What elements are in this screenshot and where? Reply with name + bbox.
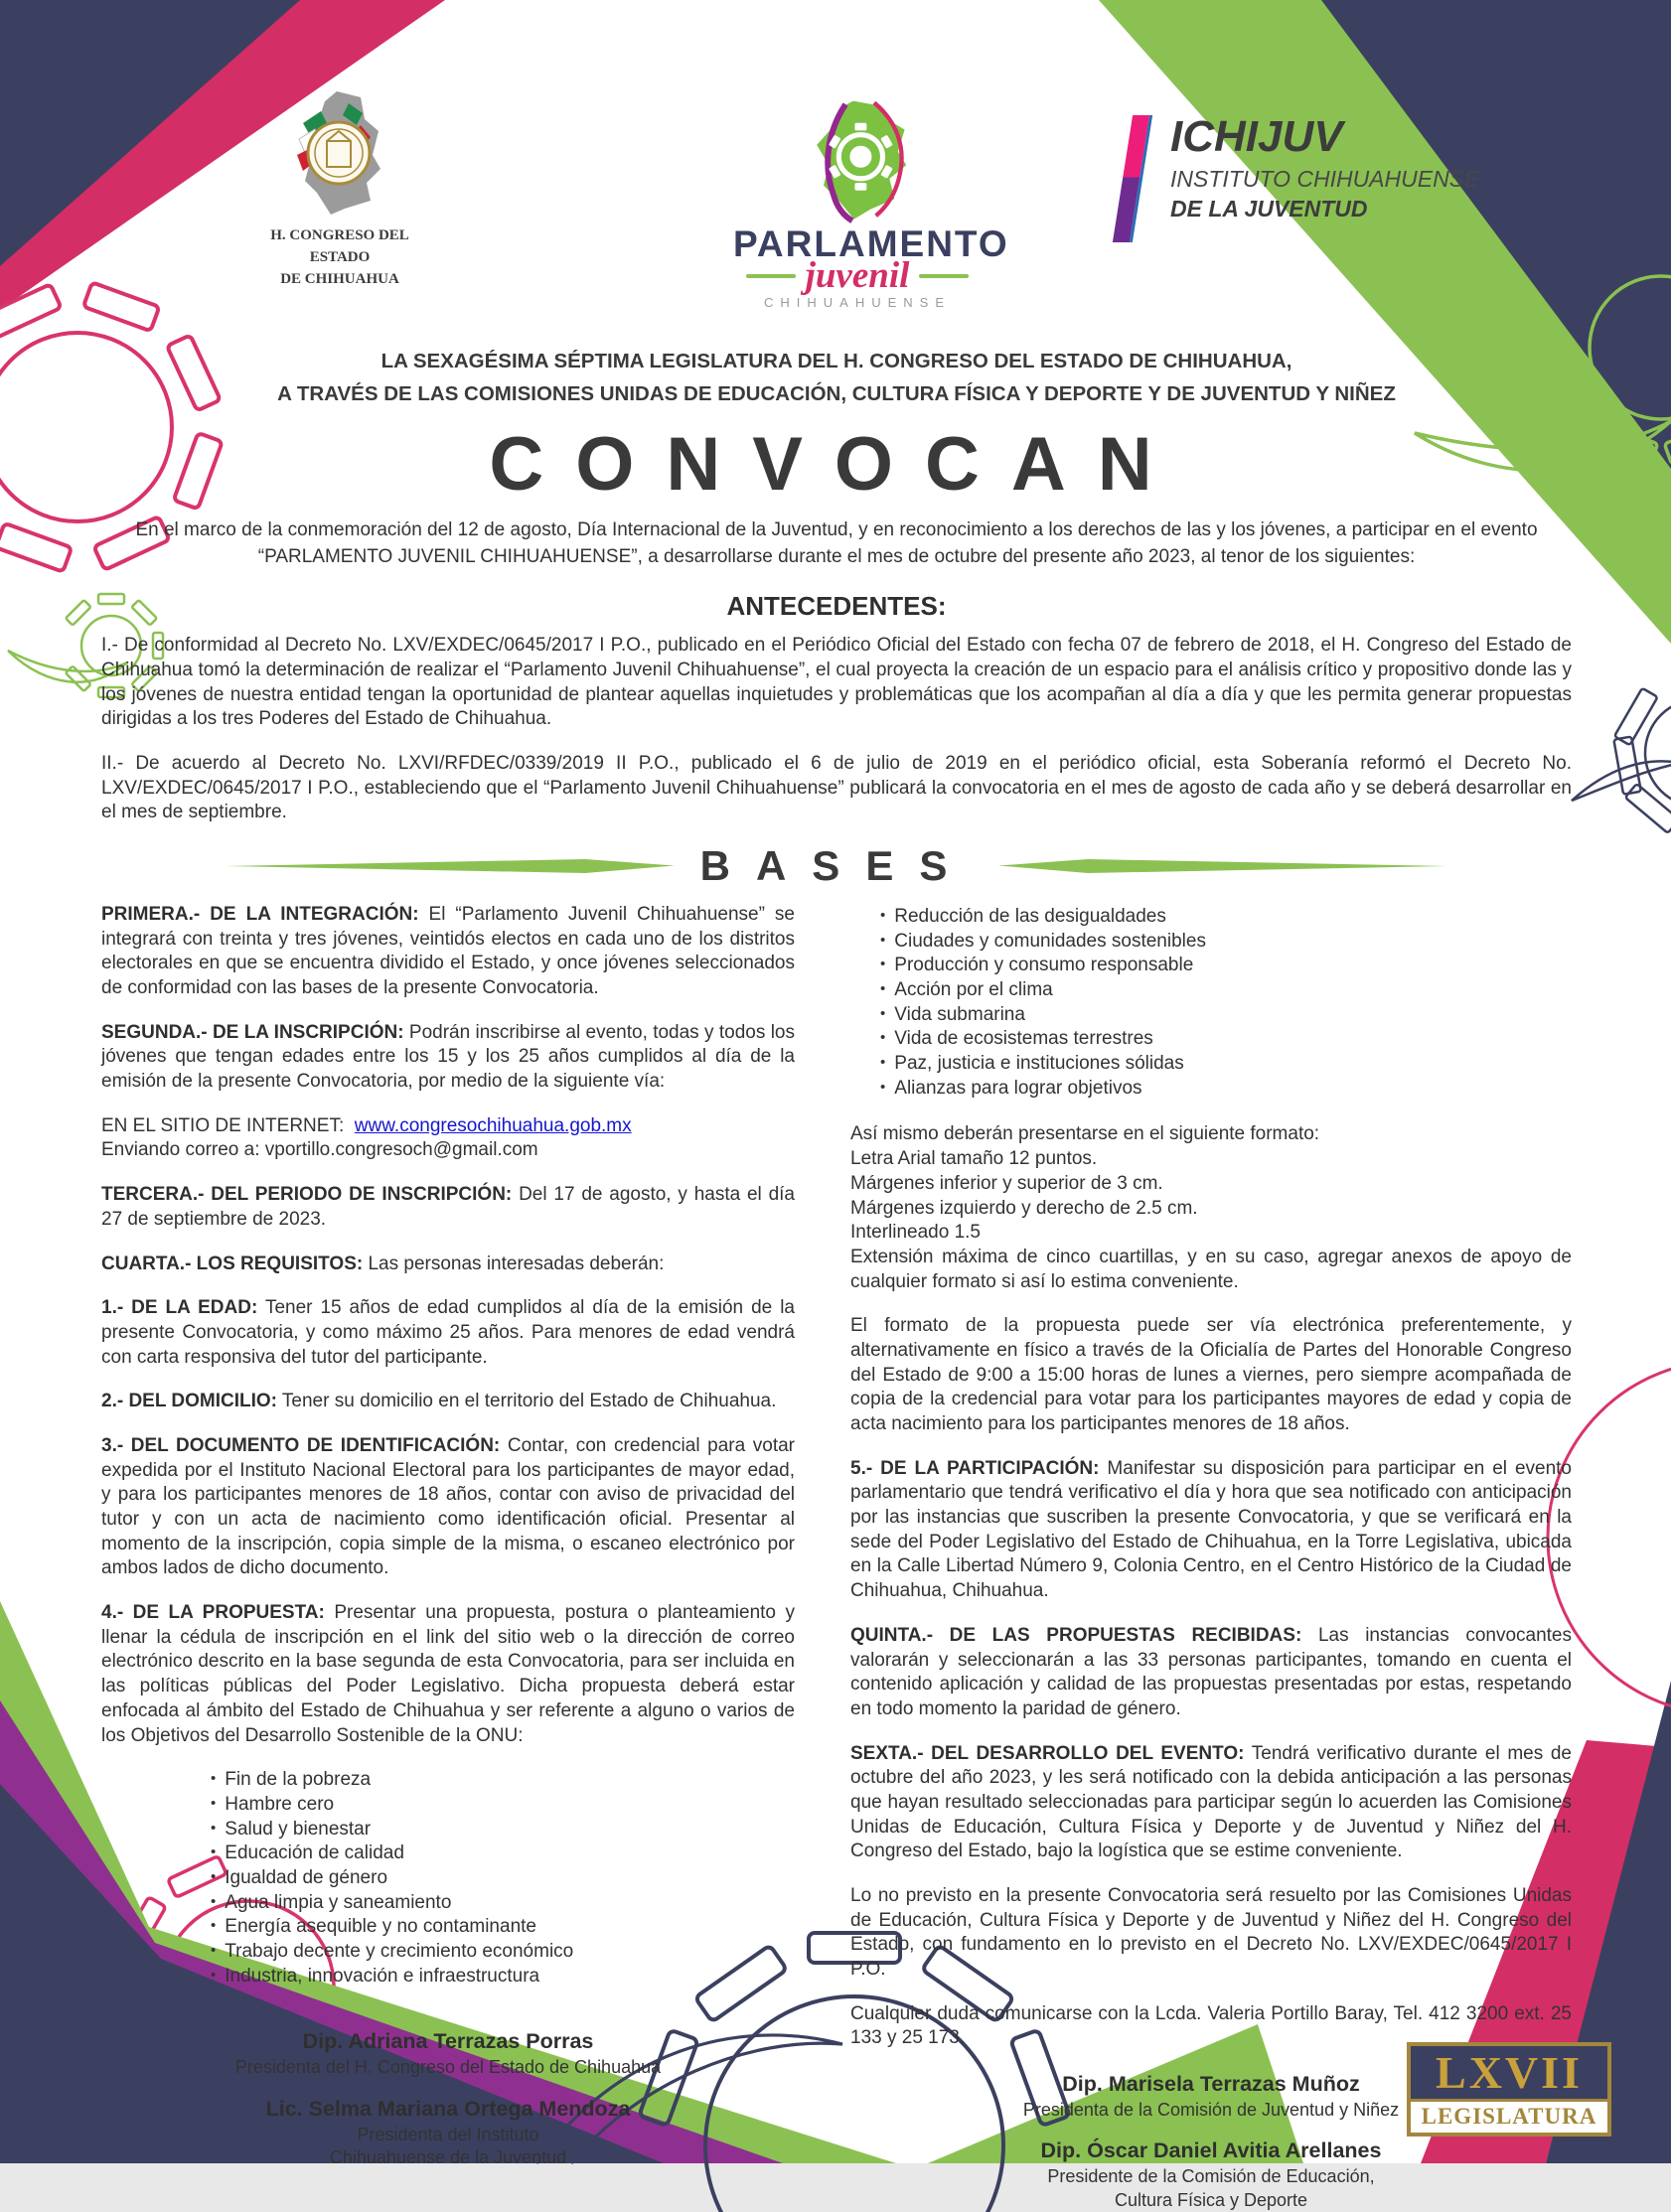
signature-oscar-avitia (850, 2138, 1572, 2212)
format-line: Márgenes izquierdo y derecho de 2.5 cm. (850, 1197, 1198, 1219)
list-item (880, 954, 1572, 978)
list-item-label: Hambre cero (225, 1793, 335, 1815)
list-item-label: Ciudades y comunidades sostenibles (894, 930, 1206, 952)
base-tercera (101, 1183, 795, 1232)
intro-paragraph: En el marco de la conmemoración del 12 de agosto, Día Internacional de la Juventud, y en reconocimiento a los derechos de las y los jóvenes, a participar en el evento “PARLAMENTO JUVENIL CHIHUAHUENSE”, a desarrollarse durante el mes de octubre del presente año 2023, al tenor de los siguientes: (135, 519, 1538, 568)
list-item (211, 1866, 795, 1891)
bullet-icon: • (880, 980, 886, 997)
list-item (880, 1077, 1572, 1102)
ods-list-left (101, 1768, 795, 1989)
base-segunda-lead: SEGUNDA.- DE LA INSCRIPCIÓN: (101, 1021, 404, 1043)
requisito-3 (101, 1434, 795, 1581)
format-block (850, 1122, 1572, 1294)
legislatura-heading-line1: LA SEXAGÉSIMA SÉPTIMA LEGISLATURA DEL H. CONGRESO DEL ESTADO DE CHIHUAHUA, (380, 350, 1292, 372)
legislatura-word-box (1411, 2099, 1607, 2133)
title-block (101, 346, 1572, 571)
no-previsto-paragraph: Lo no previsto en la presente Convocatoria será resuelto por las Comisiones Unidas de Educación, Cultura Física y Deporte y de Juventud y Niñez del H. Congreso del Estado, con fundamento en lo previsto en el Decreto No. LXV/EXDEC/0645/2017 I P.O. (850, 1885, 1572, 1981)
requisito-1-lead: 1.- DE LA EDAD: (101, 1297, 258, 1319)
header-logos (101, 87, 1572, 310)
legislatura-heading-line2: A TRAVÉS DE LAS COMISIONES UNIDAS DE EDUCACIÓN, CULTURA FÍSICA Y DEPORTE Y DE JUVENTUD Y NIÑEZ (277, 381, 1396, 405)
ichijuv-acronym: ICHIJUV (1170, 112, 1343, 161)
lxvii-roman-box (1411, 2046, 1607, 2099)
legislatura-word: LEGISLATURA (1421, 2104, 1597, 2130)
parlamento-juvenil-logo (733, 97, 1009, 310)
green-dash-icon (746, 274, 796, 278)
bullet-icon: • (880, 1078, 886, 1096)
signature-role: Presidenta del Instituto (357, 2124, 539, 2144)
column-left (101, 903, 795, 2212)
list-item (880, 1027, 1572, 1052)
list-item (880, 905, 1572, 930)
congress-website-link[interactable]: www.congresochihuahua.gob.mx (354, 1114, 632, 1136)
requisito-2 (101, 1390, 795, 1414)
format-line: Márgenes inferior y superior de 3 cm. (850, 1172, 1163, 1194)
bullet-icon: • (211, 1942, 217, 1959)
congress-shield-icon (275, 89, 404, 217)
congress-logo (250, 89, 429, 290)
signature-role: Cultura Física y Deporte (1114, 2189, 1308, 2210)
inscription-channels (101, 1114, 795, 1163)
base-tercera-lead: TERCERA.- DEL PERIODO DE INSCRIPCIÓN: (101, 1184, 513, 1206)
contacto-paragraph: Cualquier duda comunicarse con la Lcda. Valeria Portillo Baray, Tel. 412 3200 ext. 25 133 y 25 173. (850, 2002, 1572, 2049)
requisito-2-text: Tener su domicilio en el territorio del Estado de Chihuahua. (281, 1391, 777, 1412)
signature-selma-ortega (101, 2096, 795, 2170)
requisito-4-text: Presentar una propuesta, postura o planteamiento y llenar la cédula de inscripción en el link del sitio web o la dirección de correo electrónico descrito en la base segunda de esta Convocatoria, para ser incluida en las políticas públicas del Poder Legislativo. Dicha propuesta deberá estar enfocada al ámbito del Estado de Chihuahua y ser referente a alguno o varios de los Objetivos del Desarrollo Sostenible de la ONU: (101, 1602, 795, 1746)
site-label: EN EL SITIO DE INTERNET: (101, 1114, 345, 1136)
list-item-label: Acción por el clima (894, 979, 1053, 1000)
list-item (211, 1793, 795, 1818)
green-dash-icon (919, 274, 969, 278)
list-item (211, 1891, 795, 1916)
list-item-label: Fin de la pobreza (225, 1769, 372, 1791)
ichijuv-line1: INSTITUTO CHIHUAHUENSE (1170, 166, 1480, 192)
list-item-label: Industria, innovación e infraestructura (225, 1965, 540, 1987)
antecedentes-section (101, 591, 1572, 825)
base-sexta (850, 1742, 1572, 1864)
bullet-icon: • (880, 931, 886, 949)
signature-name: Dip. Adriana Terrazas Porras (302, 2029, 594, 2054)
list-item-label: Alianzas para lograr objetivos (894, 1077, 1142, 1099)
list-item (880, 1003, 1572, 1028)
signature-name: Dip. Marisela Terrazas Muñoz (1062, 2072, 1360, 2097)
base-cuarta-lead: CUARTA.- LOS REQUISITOS: (101, 1253, 364, 1274)
signature-name: Lic. Selma Mariana Ortega Mendoza (265, 2096, 631, 2121)
email-line: Enviando correo a: vportillo.congresoch@gmail.com (101, 1139, 538, 1161)
list-item (211, 1768, 795, 1793)
base-cuarta (101, 1253, 795, 1277)
list-item-label: Vida submarina (894, 1003, 1025, 1025)
requisito-1-text: Tener 15 años de edad cumplidos al día de la emisión de la presente Convocatoria, y como máximo 25 años. Para menores de edad vendrá con carta responsiva del tutor del participante. (101, 1297, 795, 1368)
green-divider-icon (998, 859, 1447, 873)
bullet-icon: • (880, 1054, 886, 1072)
format-line: Letra Arial tamaño 12 puntos. (850, 1148, 1098, 1170)
requisito-2-lead: 2.- DEL DOMICILIO: (101, 1391, 277, 1412)
bullet-icon: • (880, 906, 886, 924)
bullet-icon: • (211, 1819, 217, 1837)
list-item (211, 1965, 795, 1990)
bullet-icon: • (211, 1892, 217, 1910)
bullet-icon: • (211, 1794, 217, 1812)
bullet-icon: • (211, 1917, 217, 1935)
requisito-4-lead: 4.- DE LA PROPUESTA: (101, 1602, 325, 1624)
requisito-3-text: Contar, con credencial para votar expedida por el Instituto Nacional Electoral para los participantes de mayor edad, y para los participantes menores de 18 años, contar con aviso de privacidad del tutor y con un acta de nacimiento como identificación oficial. Presentar al momento de la inscripción, copia simple de la misma, o escaneo electrónico por ambos lados de dicho documento. (101, 1434, 796, 1579)
list-item (211, 1915, 795, 1940)
convocan-title: CONVOCAN (489, 421, 1184, 507)
base-primera (101, 903, 795, 1001)
list-item (211, 1842, 795, 1866)
signatures-left (101, 2028, 795, 2169)
bases-columns (101, 903, 1572, 2212)
requisito-5 (850, 1457, 1572, 1604)
congress-caption-line1: H. CONGRESO DEL ESTADO (270, 227, 409, 265)
bases-title: BASES (699, 841, 974, 889)
list-item-label: Energía asequible y no contaminante (225, 1916, 536, 1938)
signature-adriana-terrazas (101, 2028, 795, 2079)
list-item-label: Educación de calidad (225, 1843, 404, 1864)
ichijuv-bar-icon (1113, 115, 1152, 242)
antecedente-2: II.- De acuerdo al Decreto No. LXVI/RFDEC/0339/2019 II P.O., publicado el 6 de julio de 2019 en el periódico oficial, esta Soberanía reformó el Decreto No. LXV/EXDEC/0645/2017 I P.O., estableciendo que el “Parlamento Juvenil Chihuahuense” publicará la convocatoria en el mes de agosto de cada año y se deberá desarrollar en el mes de septiembre. (101, 752, 1572, 823)
parlamento-state-gear-icon (773, 97, 942, 224)
list-item-label: Salud y bienestar (225, 1818, 372, 1840)
parlamento-wordmark: PARLAMENTO (733, 223, 1009, 264)
column-right (850, 903, 1572, 2212)
requisito-5-lead: 5.- DE LA PARTICIPACIÓN: (850, 1457, 1100, 1479)
list-item-label: Vida de ecosistemas terrestres (894, 1028, 1153, 1050)
list-item (880, 978, 1572, 1003)
signature-role: Presidenta del H. Congreso del Estado de Chihuahua (234, 2057, 662, 2078)
list-item-label: Reducción de las desigualdades (894, 905, 1166, 927)
gear-swoosh-icon (1572, 688, 1671, 833)
bullet-icon: • (211, 1843, 217, 1861)
ichijuv-logo (1123, 112, 1480, 242)
list-item (211, 1940, 795, 1965)
antecedente-1: I.- De conformidad al Decreto No. LXV/EXDEC/0645/2017 I P.O., publicado en el Periódico Oficial del Estado con fecha 07 de febrero de 2018, el H. Congreso del Estado de Chihuahua tomó la determinación de realizar el “Parlamento Juvenil Chihuahuense”, el cual proyecta la creación de un espacio para el análisis crítico y propositivo donde las y los jóvenes de nuestra entidad tengan la oportunidad de plantear aquellas inquietudes y problemáticas que los acompañan al día a día y que les permita generar propuestas dirigidas a los tres Poderes del Estado de Chihuahua. (101, 635, 1572, 730)
bullet-icon: • (211, 1867, 217, 1885)
base-tercera-text: Del 17 de agosto, y hasta el día 27 de septiembre de 2023. (101, 1184, 795, 1230)
list-item-label: Trabajo decente y crecimiento económico (225, 1941, 574, 1962)
list-item-label: Agua limpia y saneamiento (225, 1891, 452, 1913)
chihuahuense-wordmark: CHIHUAHUENSE (763, 295, 951, 310)
base-sexta-text: Tendrá verificativo durante el mes de octubre del año 2023, y les será notificado con la debida anticipación a las personas que hayan resultado seleccionadas para participar según lo acuerden las Comisiones Unidas de Educación, Cultura Física y Deporte y de Juventud y Niñez del H. Congreso del Estado, bajo la logística que se estime conveniente. (850, 1742, 1572, 1862)
base-primera-text: El “Parlamento Juvenil Chihuahuense” se integrará con treinta y tres jóvenes, veintidós electos en cada uno de los distritos electorales en que se encuentra dividido el Estado, y once jóvenes seleccionados de conformidad con las bases de la presente Convocatoria. (101, 903, 795, 998)
base-quinta (850, 1624, 1572, 1722)
bullet-icon: • (211, 1966, 217, 1984)
base-quinta-lead: QUINTA.- DE LAS PROPUESTAS RECIBIDAS: (850, 1624, 1302, 1646)
list-item (880, 1052, 1572, 1077)
signature-role: Presidenta de la Comisión de Juventud y Niñez (1022, 2100, 1400, 2121)
list-item-label: Igualdad de género (225, 1866, 388, 1888)
requisito-3-lead: 3.- DEL DOCUMENTO DE IDENTIFICACIÓN: (101, 1434, 501, 1456)
signature-role: Presidente de la Comisión de Educación, (1047, 2166, 1375, 2187)
ichijuv-line2: DE LA JUVENTUD (1170, 196, 1368, 221)
bullet-icon: • (880, 1004, 886, 1022)
bullet-icon: • (880, 1029, 886, 1047)
ods-list-right (850, 905, 1572, 1102)
bullet-icon: • (211, 1770, 217, 1788)
list-item (880, 930, 1572, 955)
signature-name: Dip. Óscar Daniel Avitia Arellanes (1040, 2138, 1382, 2163)
signature-role: Chihuahuense de la Juventud (329, 2147, 567, 2168)
format-extension: Extensión máxima de cinco cuartillas, y en su caso, agregar anexos de apoyo de cualquier formato si así lo estima conveniente. (850, 1246, 1572, 1292)
base-primera-lead: PRIMERA.- DE LA INTEGRACIÓN: (101, 903, 419, 925)
list-item (211, 1818, 795, 1843)
list-item-label: Producción y consumo responsable (894, 955, 1194, 976)
congress-caption-line2: DE CHIHUAHUA (280, 270, 399, 287)
antecedentes-title: ANTECEDENTES: (726, 591, 947, 622)
lxvii-roman-numeral: LXVII (1436, 2047, 1583, 2098)
requisito-4 (101, 1601, 795, 1748)
bases-header (101, 841, 1572, 889)
requisito-1 (101, 1296, 795, 1370)
green-divider-icon (226, 859, 675, 873)
base-segunda (101, 1021, 795, 1095)
congress-caption (250, 225, 429, 290)
bullet-icon: • (880, 956, 886, 973)
base-cuarta-text: Las personas interesadas deberán: (368, 1253, 665, 1274)
format-line: Interlineado 1.5 (850, 1222, 981, 1244)
formato-propuesta: El formato de la propuesta puede ser vía electrónica preferentemente, y alternativamente en físico a través de la Oficialía de Partes del Honorable Congreso del Estado de 9:00 a 15:00 horas de lunes a viernes, pero siempre acompañada de copia de la credencial para votar para los participantes mayores de edad y copia de acta nacimiento para los participantes menores de 18 años. (850, 1315, 1572, 1434)
juvenil-wordmark: juvenil (805, 255, 910, 296)
base-sexta-lead: SEXTA.- DEL DESARROLLO DEL EVENTO: (850, 1742, 1245, 1764)
requisito-5-text: Manifestar su disposición para participar en el evento parlamentario que tendrá verificativo el día y hora que sea notificado con anticipación por las instancias que suscriben la presente Convocatoria, y que se verificará en la sede del Poder Legislativo del Estado de Chihuahua, en la Torre Legislativa, ubicada en la Calle Libertad Número 9, Colonia Centro, en el Centro Histórico de la Ciudad de Chihuahua, Chihuahua. (850, 1457, 1573, 1602)
document-content (101, 0, 1572, 2212)
base-segunda-text: Podrán inscribirse al evento, todas y todos los jóvenes que tengan edades entre los 15 y los 25 años cumplidos al día de la emisión de la presente Convocatoria, por medio de la siguiente vía: (101, 1021, 795, 1093)
lxvii-legislatura-badge (1407, 2042, 1611, 2137)
list-item-label: Paz, justicia e instituciones sólidas (894, 1053, 1184, 1075)
site-line (101, 1114, 795, 1139)
format-intro: Así mismo deberán presentarse en el siguiente formato: (850, 1123, 1320, 1145)
base-quinta-text: Las instancias convocantes valorarán y seleccionarán a las 33 personas participantes, tomando en cuenta el contenido aplicación y calidad de las propuestas presentadas por estas, respetando en todo momento la paridad de género. (850, 1624, 1573, 1719)
